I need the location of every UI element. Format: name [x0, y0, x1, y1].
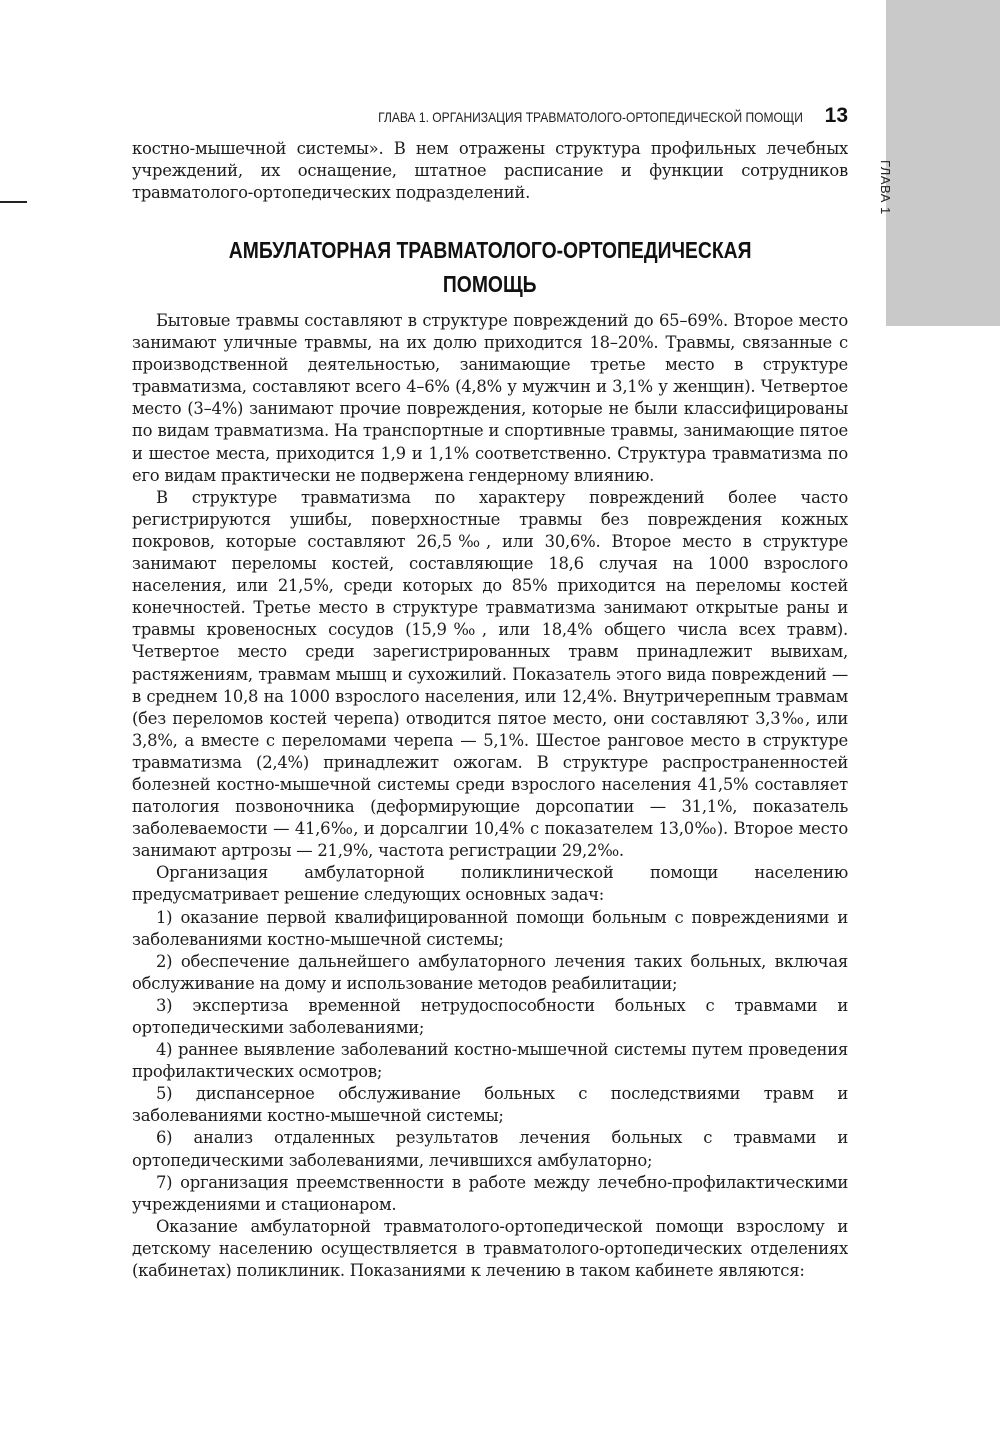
- running-header: [300, 104, 848, 128]
- chapter-title: ГЛАВА 1. ОРГАНИЗАЦИЯ ТРАВМАТОЛОГО-ОРТОПЕДИЧЕСКОЙ ПОМОЩИ: [377, 109, 803, 125]
- paragraph-household-injuries: Бытовые травмы составляют в структуре повреждений до 65–69%. Второе место занимают уличные травмы, на их долю приходится 18–20%. Травмы, связанные с производственной деятельностью, занимающие третье место в структуре травматизма, составляют всего 4–6% (4,8% у мужчин и 3,1% у женщин). Четвертое место (3–4%) занимают прочие повреждения, которые не были классифицированы по видам травматизма. На транспортные и спортивные травмы, занимающие пятое и шестое места, приходится 1,9 и 1,1% соответственно. Структура травматизма по его видам практически не подвержена гендерному влиянию.: [132, 311, 848, 485]
- paragraph-injury-structure: В структуре травматизма по характеру повреждений более часто регистрируются ушибы, поверхностные травмы без повреждения кожных покровов, которые составляют 26,5‰, или 30,6%. Второе место в структуре занимают переломы костей, составляющие 18,6 случая на 1000 взрослого населения, или 21,5%, среди которых до 85% приходится на переломы костей конечностей. Третье место в структуре травматизма занимают открытые раны и травмы кровеносных сосудов (15,9‰, или 18,4% общего числа всех травм). Четвертое место среди зарегистрированных травм принадлежит вывихам, растяжениям, травмам мышц и сухожилий. Показатель этого вида повреждений — в среднем 10,8 на 1000 взрослого населения, или 12,4%. Внутричерепным травмам (без переломов костей черепа) отводится пятое место, они составляют 3,3‰, или 3,8%, а вместе с переломами черепа — 5,1%. Шестое ранговое место в структуре травматизма (2,4%) принадлежит ожогам. В структуре распространенностей болезней костно-мышечной системы среди взрослого населения 41,5% составляет патология позвоночника (деформирующие дорсопатии — 31,1%, показатель заболеваемости — 41,6‰, и дорсалгии 10,4% с показателем 13,0‰). Второе место занимают артрозы — 21,9%, частота регистрации 29,2‰.: [132, 487, 848, 861]
- section-body: [132, 310, 848, 1282]
- page-number: 13: [824, 104, 848, 127]
- task-item: 7) организация преемственности в работе между лечебно-профилактическими учреждениями и стационаром.: [132, 1172, 848, 1214]
- task-item: 2) обеспечение дальнейшего амбулаторного лечения таких больных, включая обслуживание на дому и использование методов реабилитации;: [132, 951, 848, 993]
- closing-paragraph: Оказание амбулаторной травматолого-ортопедической помощи взрослому и детскому населению осуществляется в травматолого-ортопедических отделениях (кабинетах) поликлиник. Показаниями к лечению в таком кабинете являются:: [132, 1216, 848, 1281]
- chapter-side-tab: [886, 0, 1000, 326]
- paragraph-tasks-intro: Организация амбулаторной поликлинической помощи населению предусматривает решение следующих основных задач:: [132, 863, 848, 905]
- chapter-side-tab-label: ГЛАВА 1: [878, 160, 893, 215]
- section-title-line1: АМБУЛАТОРНАЯ ТРАВМАТОЛОГО-ОРТОПЕДИЧЕСКАЯ: [228, 237, 752, 263]
- intro-paragraph: костно-мышечной системы». В нем отражены структура профильных лечебных учреждений, их оснащение, штатное расписание и функции сотрудников травматолого-ортопедических подразделений.: [132, 139, 848, 203]
- task-item: 5) диспансерное обслуживание больных с последствиями травм и заболеваниями костно-мышечной системы;: [132, 1084, 848, 1126]
- task-item: 3) экспертиза временной нетрудоспособности больных с травмами и ортопедическими заболеваниями;: [132, 995, 848, 1037]
- task-item: 1) оказание первой квалифицированной помощи больным с повреждениями и заболеваниями костно-мышечной системы;: [132, 907, 848, 949]
- section-title-line2: ПОМОЩЬ: [443, 271, 537, 297]
- margin-mark: [0, 201, 27, 203]
- intro-block: [132, 138, 848, 204]
- section-title: [132, 233, 848, 301]
- task-item: 4) раннее выявление заболеваний костно-мышечной системы путем проведения профилактических осмотров;: [132, 1040, 848, 1082]
- task-item: 6) анализ отдаленных результатов лечения больных с травмами и ортопедическими заболеваниями, лечившихся амбулаторно;: [132, 1128, 848, 1170]
